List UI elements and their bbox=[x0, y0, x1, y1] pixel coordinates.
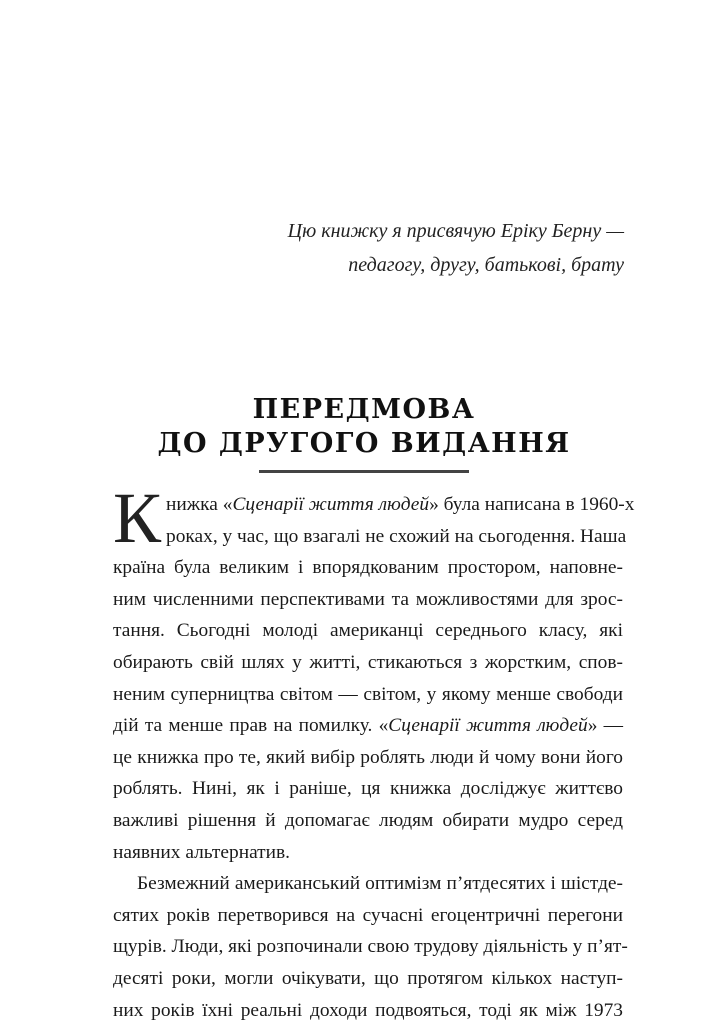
dedication-epigraph bbox=[288, 214, 624, 282]
book-title: Сценарії життя людей bbox=[388, 715, 587, 736]
paragraph-1-line: наявних альтернатив. bbox=[113, 837, 623, 869]
paragraph-2 bbox=[113, 868, 623, 1026]
paragraph-2-line: них років їхні реальні доходи подвояться, тоді як між 1973 bbox=[113, 995, 623, 1026]
paragraph-1-line: тання. Сьогодні молоді американці середнього класу, які bbox=[113, 615, 623, 647]
epigraph-line-1: Цю книжку я присвячую Еріку Берну — bbox=[288, 214, 624, 248]
epigraph-line-2: педагогу, другу, батькові, брату bbox=[288, 248, 624, 282]
paragraph-1-line bbox=[113, 489, 623, 521]
book-title: Сценарії життя людей bbox=[232, 494, 429, 515]
chapter-heading-line-2: ДО ДРУГОГО ВИДАННЯ bbox=[0, 427, 728, 461]
paragraph-1-line bbox=[113, 710, 623, 742]
paragraph-1-line: обирають свій шлях у житті, стикаються з жорстким, спов- bbox=[113, 647, 623, 679]
paragraph-1-line: країна була великим і впорядкованим простором, наповне- bbox=[113, 552, 623, 584]
paragraph-1-line: роблять. Нині, як і раніше, ця книжка досліджує життєво bbox=[113, 773, 623, 805]
drop-cap: К bbox=[113, 486, 161, 550]
paragraph-2-line: Безмежний американський оптимізм п’ятдесятих і шістде- bbox=[113, 868, 623, 900]
paragraph-2-line: сятих років перетворився на сучасні егоцентричні перегони bbox=[113, 900, 623, 932]
text-segment: дій та менше прав на помилку. « bbox=[113, 715, 388, 736]
paragraph-1 bbox=[113, 489, 623, 868]
heading-divider bbox=[259, 470, 469, 473]
paragraph-2-line: десяті роки, могли очікувати, що протягом кількох наступ- bbox=[113, 963, 623, 995]
text-segment: » — bbox=[588, 715, 623, 736]
text-segment: нижка « bbox=[166, 494, 232, 515]
chapter-heading bbox=[0, 393, 728, 461]
paragraph-1-line: неним суперництва світом — світом, у якому менше свободи bbox=[113, 679, 623, 711]
text-segment: » була написана в 1960-х bbox=[429, 494, 634, 515]
paragraph-1-line: ним численними перспективами та можливостями для зрос- bbox=[113, 584, 623, 616]
paragraph-1-line: це книжка про те, який вибір роблять люди й чому вони його bbox=[113, 742, 623, 774]
paragraph-1-line: важливі рішення й допомагає людям обирати мудро серед bbox=[113, 805, 623, 837]
chapter-heading-line-1: ПЕРЕДМОВА bbox=[0, 393, 728, 427]
body-text bbox=[113, 489, 623, 1026]
paragraph-1-line: роках, у час, що взагалі не схожий на сьогодення. Наша bbox=[113, 521, 623, 553]
paragraph-2-line: щурів. Люди, які розпочинали свою трудову діяльність у п’ят- bbox=[113, 931, 623, 963]
